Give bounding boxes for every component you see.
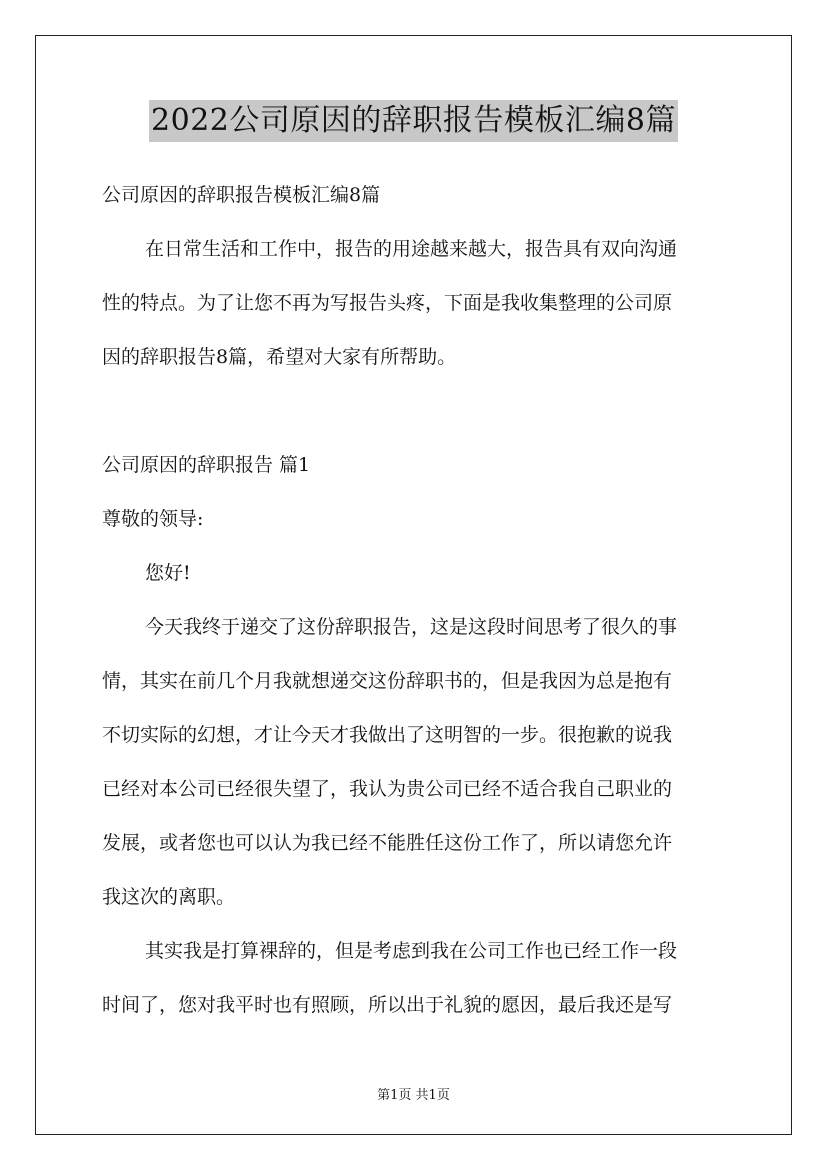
- document-subtitle: 公司原因的辞职报告模板汇编8篇: [102, 184, 381, 206]
- body-para1-line-3: 不切实际的幻想，才让今天才我做出了这明智的一步。很抱歉的说我: [102, 724, 673, 746]
- page-number-footer: 第1页 共1页: [377, 1088, 450, 1103]
- intro-line-2: 性的特点。为了让您不再为写报告头疼，下面是我收集整理的公司原: [102, 292, 673, 314]
- body-para2-line-1: 其实我是打算裸辞的，但是考虑到我在公司工作也已经工作一段: [145, 940, 678, 962]
- body-para1-line-6: 我这次的离职。: [102, 886, 236, 908]
- body-para1-line-2: 情，其实在前几个月我就想递交这份辞职书的，但是我因为总是抱有: [102, 670, 673, 692]
- body-para2-line-2: 时间了，您对我平时也有照顾，所以出于礼貌的愿因，最后我还是写: [102, 994, 673, 1016]
- intro-line-3: 因的辞职报告8篇，希望对大家有所帮助。: [102, 346, 457, 368]
- salutation: 尊敬的领导:: [102, 508, 204, 530]
- greeting: 您好!: [145, 562, 191, 584]
- intro-line-1: 在日常生活和工作中，报告的用途越来越大，报告具有双向沟通: [145, 238, 678, 260]
- body-para1-line-4: 已经对本公司已经很失望了，我认为贵公司已经不适合我自己职业的: [102, 778, 673, 800]
- body-para1-line-1: 今天我终于递交了这份辞职报告，这是这段时间思考了很久的事: [145, 616, 678, 638]
- section-heading: 公司原因的辞职报告 篇1: [102, 454, 311, 476]
- body-para1-line-5: 发展，或者您也可以认为我已经不能胜任这份工作了，所以请您允许: [102, 832, 673, 854]
- document-title: 2022公司原因的辞职报告模板汇编8篇: [149, 100, 678, 142]
